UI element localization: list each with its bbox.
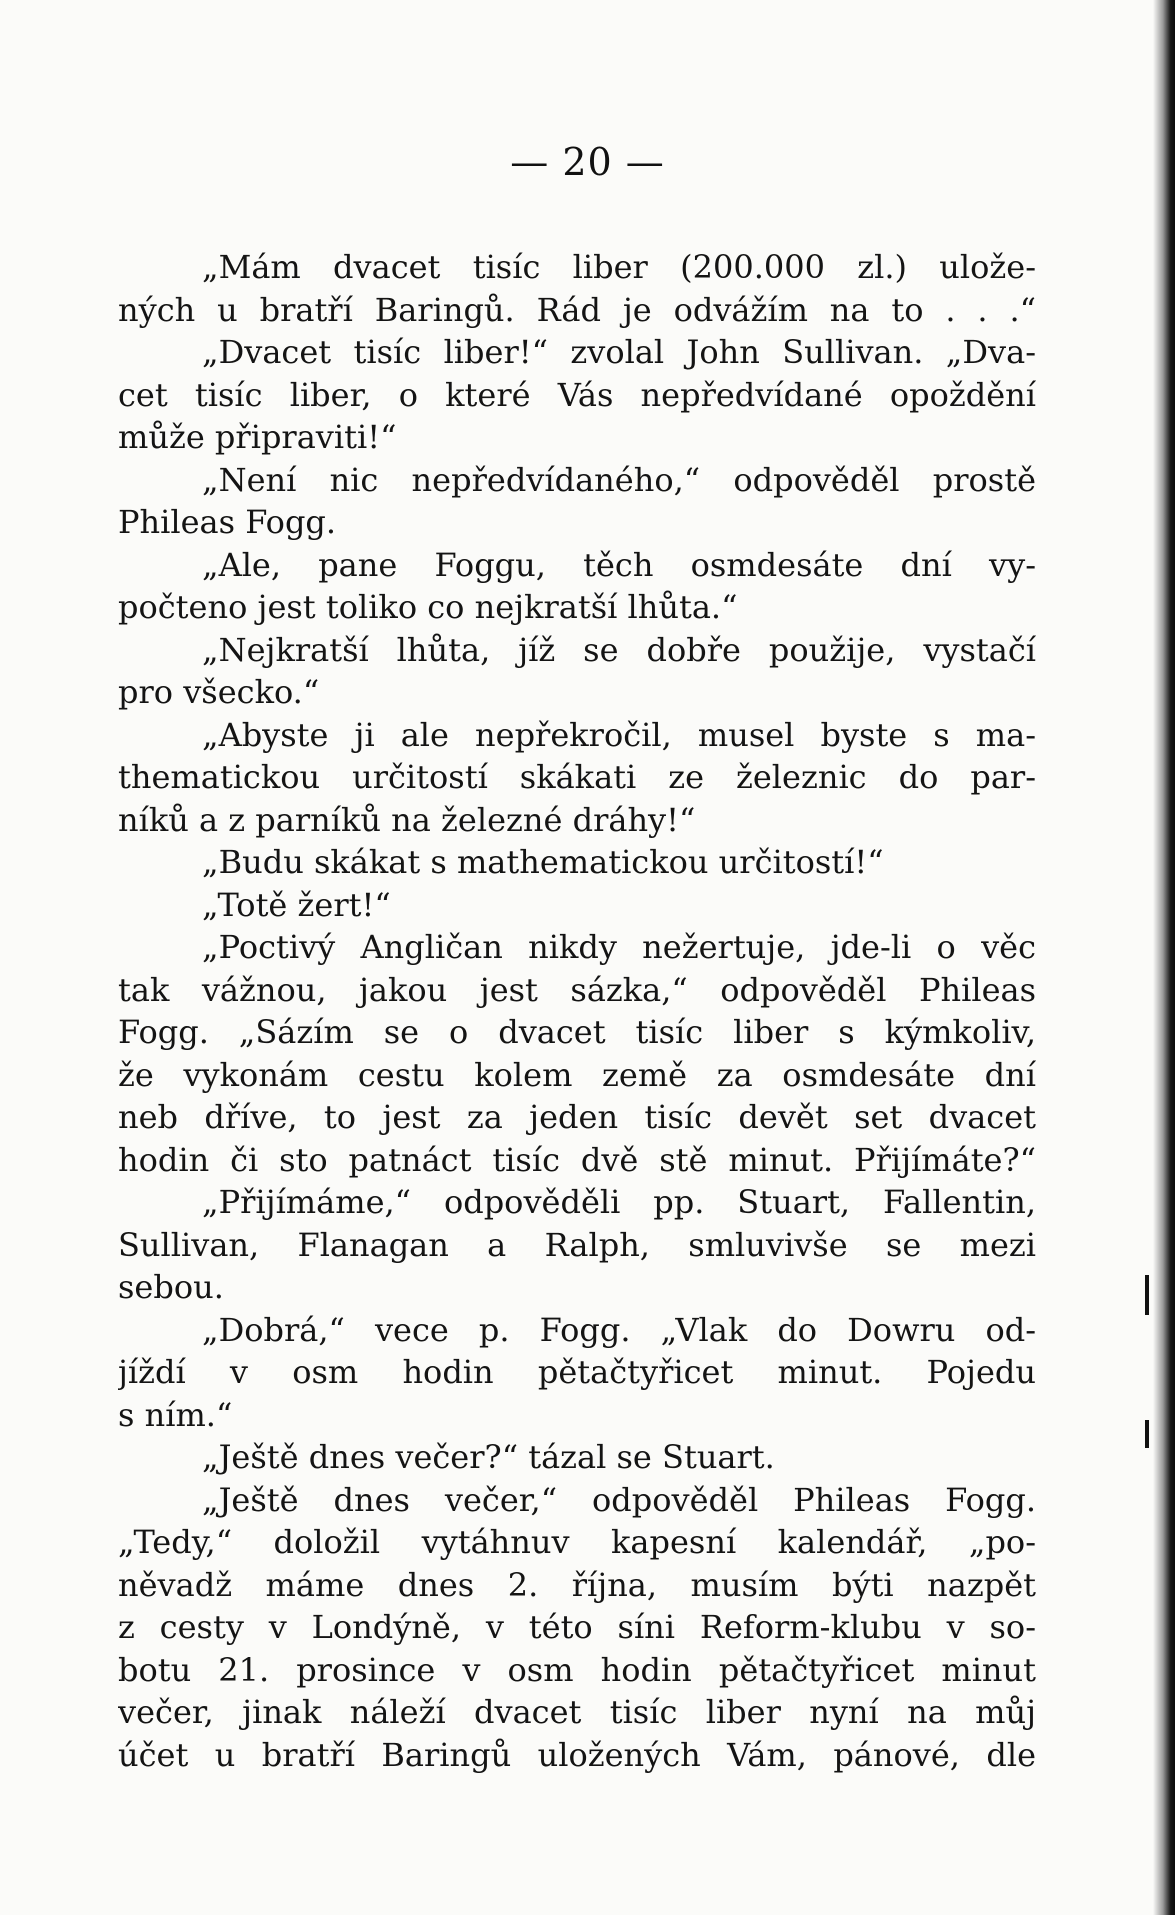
text-line: večer, jinak náleží dvacet tisíc liber nyní na můj (118, 1693, 1036, 1731)
text-line: „Totě žert!“ (202, 885, 391, 924)
text-line: „Dobrá,“ vece p. Fogg. „Vlak do Dowru od- (202, 1310, 1036, 1349)
text-line: níků a z parníků na železné dráhy!“ (118, 800, 696, 839)
text-line: tak vážnou, jakou jest sázka,“ odpověděl Phileas (118, 970, 1036, 1009)
edge-mark-lower (1145, 1420, 1149, 1448)
text-line: Phileas Fogg. (118, 503, 337, 541)
text-line: počteno jest toliko co nejkratší lhůta.“ (118, 588, 738, 626)
text-line: Sullivan, Flanagan a Ralph, smluvivše se mezi (118, 1225, 1036, 1264)
text-line: hodin či sto patnáct tisíc dvě stě minut. Přijímáte?“ (118, 1140, 1036, 1179)
text-line: botu 21. prosince v osm hodin pětačtyřicet minut (118, 1650, 1036, 1689)
text-line: pro všecko.“ (118, 673, 320, 711)
text-line: jíždí v osm hodin pětačtyřicet minut. Pojedu (118, 1353, 1036, 1391)
text-line: „Poctivý Angličan nikdy nežertuje, jde-li o věc (202, 928, 1036, 966)
text-line: účet u bratří Baringů uložených Vám, pánové, dle (118, 1735, 1036, 1774)
text-line: „Ještě dnes večer?“ tázal se Stuart. (202, 1438, 775, 1476)
text-line: ných u bratří Baringů. Rád je odvážím na to . . .“ (118, 290, 1036, 329)
page-number: — 20 — (510, 140, 665, 184)
text-line: „Tedy,“ doložil vytáhnuv kapesní kalendář, „po- (118, 1523, 1036, 1561)
text-line: z cesty v Londýně, v této síni Reform-klubu v so- (118, 1608, 1036, 1646)
text-line: „Ale, pane Foggu, těch osmdesáte dní vy- (202, 545, 1036, 584)
body-text (118, 246, 1036, 1776)
text-line: Fogg. „Sázím se o dvacet tisíc liber s kýmkoliv, (118, 1013, 1036, 1051)
text-line: cet tisíc liber, o které Vás nepředvídané opoždění (118, 375, 1036, 414)
text-line: „Budu skákat s mathematickou určitostí!“ (202, 843, 884, 881)
text-line: něvadž máme dnes 2. října, musím býti nazpět (118, 1565, 1036, 1604)
text-line: thematickou určitostí skákati ze železnic do par- (118, 758, 1036, 796)
text-line: „Abyste ji ale nepřekročil, musel byste s ma- (202, 715, 1036, 754)
text-line: že vykonám cestu kolem země za osmdesáte dní (118, 1055, 1036, 1094)
text-line: „Přijímáme,“ odpověděli pp. Stuart, Fallentin, (202, 1183, 1036, 1221)
page-binding-shadow (1153, 0, 1175, 1915)
text-line: „Mám dvacet tisíc liber (200.000 zl.) ulože- (202, 248, 1036, 286)
text-line: neb dříve, to jest za jeden tisíc devět set dvacet (118, 1098, 1036, 1136)
text-line: s ním.“ (118, 1395, 233, 1434)
text-line: sebou. (118, 1268, 224, 1306)
text-line: „Ještě dnes večer,“ odpověděl Phileas Fogg. (202, 1480, 1036, 1519)
text-line: může připraviti!“ (118, 418, 397, 456)
text-line: „Nejkratší lhůta, jíž se dobře použije, vystačí (202, 630, 1036, 669)
edge-mark-upper (1145, 1275, 1149, 1315)
text-line: „Není nic nepředvídaného,“ odpověděl prostě (202, 460, 1036, 499)
text-line: „Dvacet tisíc liber!“ zvolal John Sullivan. „Dva- (202, 333, 1036, 371)
